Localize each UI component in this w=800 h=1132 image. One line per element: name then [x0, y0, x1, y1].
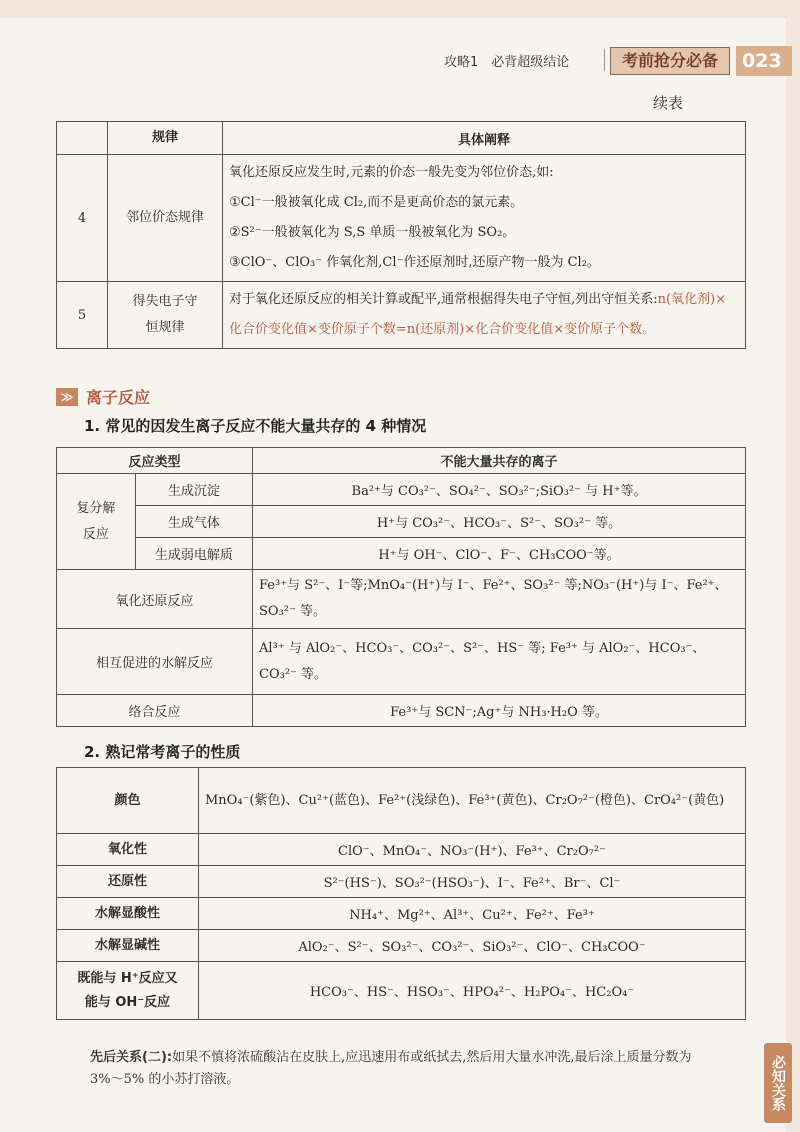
footer-text: 如果不慎将浓硫酸沾在皮肤上,应迅速用布或纸拭去,然后用大量水冲洗,最后涂上质量分数为 3%～5% 的小苏打溶液。 [90, 1050, 692, 1087]
table-row [57, 506, 746, 538]
row-number: 4 [57, 155, 108, 282]
header-badge: 考前抢分必备 [610, 47, 730, 75]
section-title: 离子反应 [86, 388, 151, 407]
ion-properties-table [56, 767, 746, 1020]
col-header-rule: 规律 [108, 122, 223, 155]
table-row [57, 930, 746, 962]
reaction-type: 生成气体 [135, 506, 252, 538]
table-row [57, 474, 746, 506]
rule-name: 邻位价态规律 [108, 155, 223, 282]
table-header-row [57, 448, 746, 474]
col-header-type: 反应类型 [57, 448, 253, 474]
side-badge: 必知关系 [764, 1043, 792, 1123]
explanation-line: ③ClO⁻、ClO₃⁻ 作氧化剂,Cl⁻作还原剂时,还原产物一般为 Cl₂。 [229, 255, 600, 270]
property-label: 氧化性 [57, 834, 199, 866]
property-label: 还原性 [57, 866, 199, 898]
property-value: S²⁻(HS⁻)、SO₃²⁻(HSO₃⁻)、I⁻、Fe²⁺、Br⁻、Cl⁻ [199, 866, 746, 898]
table-row [57, 155, 746, 282]
footer-title: 先后关系(二): [90, 1050, 173, 1065]
section-heading [56, 385, 150, 408]
table-row [57, 629, 746, 695]
rule-explanation [223, 282, 746, 349]
property-value: NH₄⁺、Mg²⁺、Al³⁺、Cu²⁺、Fe²⁺、Fe³⁺ [199, 898, 746, 930]
right-margin-band [786, 18, 800, 1132]
property-value: AlO₂⁻、S²⁻、SO₃²⁻、CO₃²⁻、SiO₃²⁻、ClO⁻、CH₃COO⁻ [199, 930, 746, 962]
reaction-type: 生成沉淀 [135, 474, 252, 506]
ion-coexistence-table [56, 447, 746, 727]
reaction-type: 络合反应 [57, 695, 253, 727]
footer-note [90, 1047, 715, 1091]
table-header-row [57, 122, 746, 155]
property-value: ClO⁻、MnO₄⁻、NO₃⁻(H⁺)、Fe³⁺、Cr₂O₇²⁻ [199, 834, 746, 866]
property-label: 水解显碱性 [57, 930, 199, 962]
table-row [57, 866, 746, 898]
conservation-formula: n(氧化剂)×化合价变化值×变价原子个数=n(还原剂)×化合价变化值×变价原子个数。 [229, 292, 727, 337]
subheading-1: 1. 常见的因发生离子反应不能大量共存的 4 种情况 [84, 417, 427, 435]
explanation-line: ②S²⁻一般被氧化为 S,S 单质一般被氧化为 SO₂。 [229, 225, 516, 240]
table-row [57, 834, 746, 866]
row-number: 5 [57, 282, 108, 349]
continued-label: 续表 [653, 94, 684, 112]
table-row [57, 538, 746, 570]
ions-cell: Fe³⁺与 S²⁻、I⁻等;MnO₄⁻(H⁺)与 I⁻、Fe²⁺、SO₃²⁻ 等;NO₃⁻(H⁺)与 I⁻、Fe²⁺、SO₃²⁻ 等。 [253, 570, 746, 629]
table-row [57, 282, 746, 349]
property-label: 水解显酸性 [57, 898, 199, 930]
table-row [57, 962, 746, 1020]
property-label: 既能与 H⁺反应又能与 OH⁻反应 [57, 962, 199, 1020]
rule-explanation [223, 155, 746, 282]
reaction-type: 氧化还原反应 [57, 570, 253, 629]
top-band [0, 0, 800, 18]
reaction-type: 生成弱电解质 [135, 538, 252, 570]
col-header-ions: 不能大量共存的离子 [253, 448, 746, 474]
ions-cell: Ba²⁺与 CO₃²⁻、SO₄²⁻、SO₃²⁻;SiO₃²⁻ 与 H⁺等。 [253, 474, 746, 506]
table-row [57, 570, 746, 629]
header-divider [604, 49, 605, 71]
col-header-explanation: 具体阐释 [223, 122, 746, 155]
rule-name: 得失电子守恒规律 [108, 282, 223, 349]
table-row [57, 695, 746, 727]
explanation-line: ①Cl⁻一般被氧化成 Cl₂,而不是更高价态的氯元素。 [229, 195, 524, 210]
ions-cell: H⁺与 CO₃²⁻、HCO₃⁻、S²⁻、SO₃²⁻ 等。 [253, 506, 746, 538]
table-row [57, 768, 746, 834]
ions-cell: H⁺与 OH⁻、ClO⁻、F⁻、CH₃COO⁻等。 [253, 538, 746, 570]
subheading-2: 2. 熟记常考离子的性质 [84, 743, 241, 761]
page-number: 023 [736, 46, 792, 76]
running-header: 攻略1 必背超级结论 [444, 55, 570, 70]
property-label: 颜色 [57, 768, 199, 834]
property-value: MnO₄⁻(紫色)、Cu²⁺(蓝色)、Fe²⁺(浅绿色)、Fe³⁺(黄色)、Cr₂O₇²⁻(橙色)、CrO₄²⁻(黄色) [199, 768, 746, 834]
table-row [57, 898, 746, 930]
group-label: 复分解反应 [57, 474, 136, 570]
explanation-intro: 对于氧化还原反应的相关计算或配平,通常根据得失电子守恒,列出守恒关系: [229, 292, 658, 307]
col-header-num [57, 122, 108, 155]
rules-table [56, 121, 746, 349]
ions-cell: Fe³⁺与 SCN⁻;Ag⁺与 NH₃·H₂O 等。 [253, 695, 746, 727]
reaction-type: 相互促进的水解反应 [57, 629, 253, 695]
double-chevron-icon: ≫ [56, 388, 78, 406]
ions-cell: Al³⁺ 与 AlO₂⁻、HCO₃⁻、CO₃²⁻、S²⁻、HS⁻ 等; Fe³⁺ 与 AlO₂⁻、HCO₃⁻、CO₃²⁻ 等。 [253, 629, 746, 695]
property-value: HCO₃⁻、HS⁻、HSO₃⁻、HPO₄²⁻、H₂PO₄⁻、HC₂O₄⁻ [199, 962, 746, 1020]
explanation-line: 氧化还原反应发生时,元素的价态一般先变为邻位价态,如: [229, 165, 554, 180]
